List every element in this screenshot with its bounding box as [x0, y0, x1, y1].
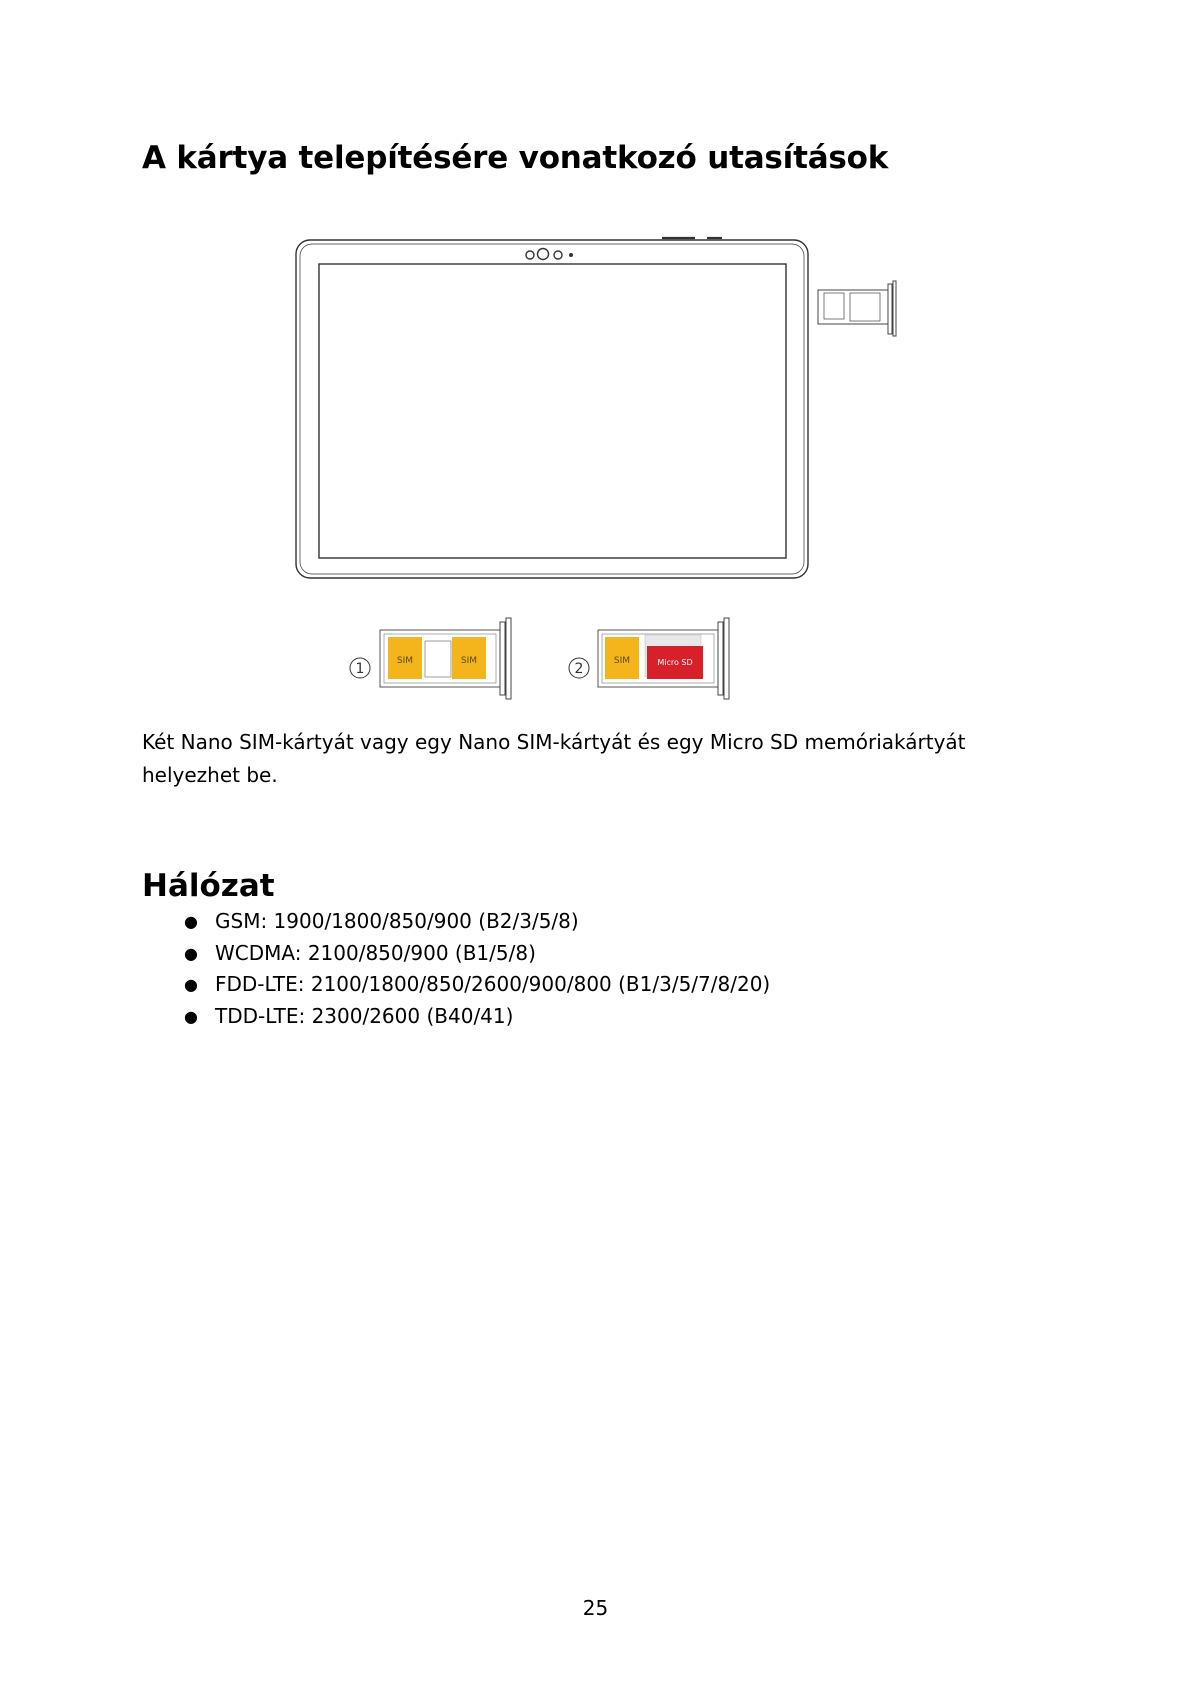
bullet-icon: ● — [184, 912, 198, 931]
list-item — [142, 969, 770, 1001]
page-title: A kártya telepítésére vonatkozó utasítások — [142, 140, 889, 176]
sim-card-2-label: SIM — [460, 656, 478, 666]
network-bands-list — [142, 906, 770, 1032]
band-text: GSM: 1900/1800/850/900 (B2/3/5/8) — [215, 909, 579, 933]
card-installation-illustration — [290, 235, 940, 710]
network-heading: Hálózat — [142, 868, 275, 904]
bullet-icon: ● — [184, 943, 198, 963]
instruction-paragraph: Két Nano SIM-kártyát vagy egy Nano SIM-kártyát és egy Micro SD memóriakártyát helyezhet be. — [142, 730, 966, 787]
list-item — [142, 906, 770, 938]
microsd-card-label: Micro SD — [657, 658, 693, 667]
tray-1-number: 1 — [355, 661, 365, 677]
band-text: FDD-LTE: 2100/1800/850/2600/900/800 (B1/3/5/7/8/20) — [215, 972, 771, 996]
sim-card-1-label: SIM — [396, 656, 414, 666]
tray-2-drawing — [569, 618, 729, 699]
page-number: 25 — [582, 1596, 609, 1620]
bullet-icon: ● — [184, 1006, 198, 1026]
sim-card-3-label: SIM — [613, 656, 631, 666]
tablet-drawing — [296, 238, 808, 578]
bullet-icon: ● — [184, 975, 198, 994]
list-item — [142, 938, 770, 970]
list-item — [142, 1001, 770, 1033]
band-text: WCDMA: 2100/850/900 (B1/5/8) — [215, 940, 536, 965]
small-sim-tray-drawing — [818, 281, 896, 336]
tray-2-number: 2 — [574, 661, 584, 677]
tray-1-drawing — [350, 618, 511, 699]
band-text: TDD-LTE: 2300/2600 (B40/41) — [215, 1003, 514, 1028]
